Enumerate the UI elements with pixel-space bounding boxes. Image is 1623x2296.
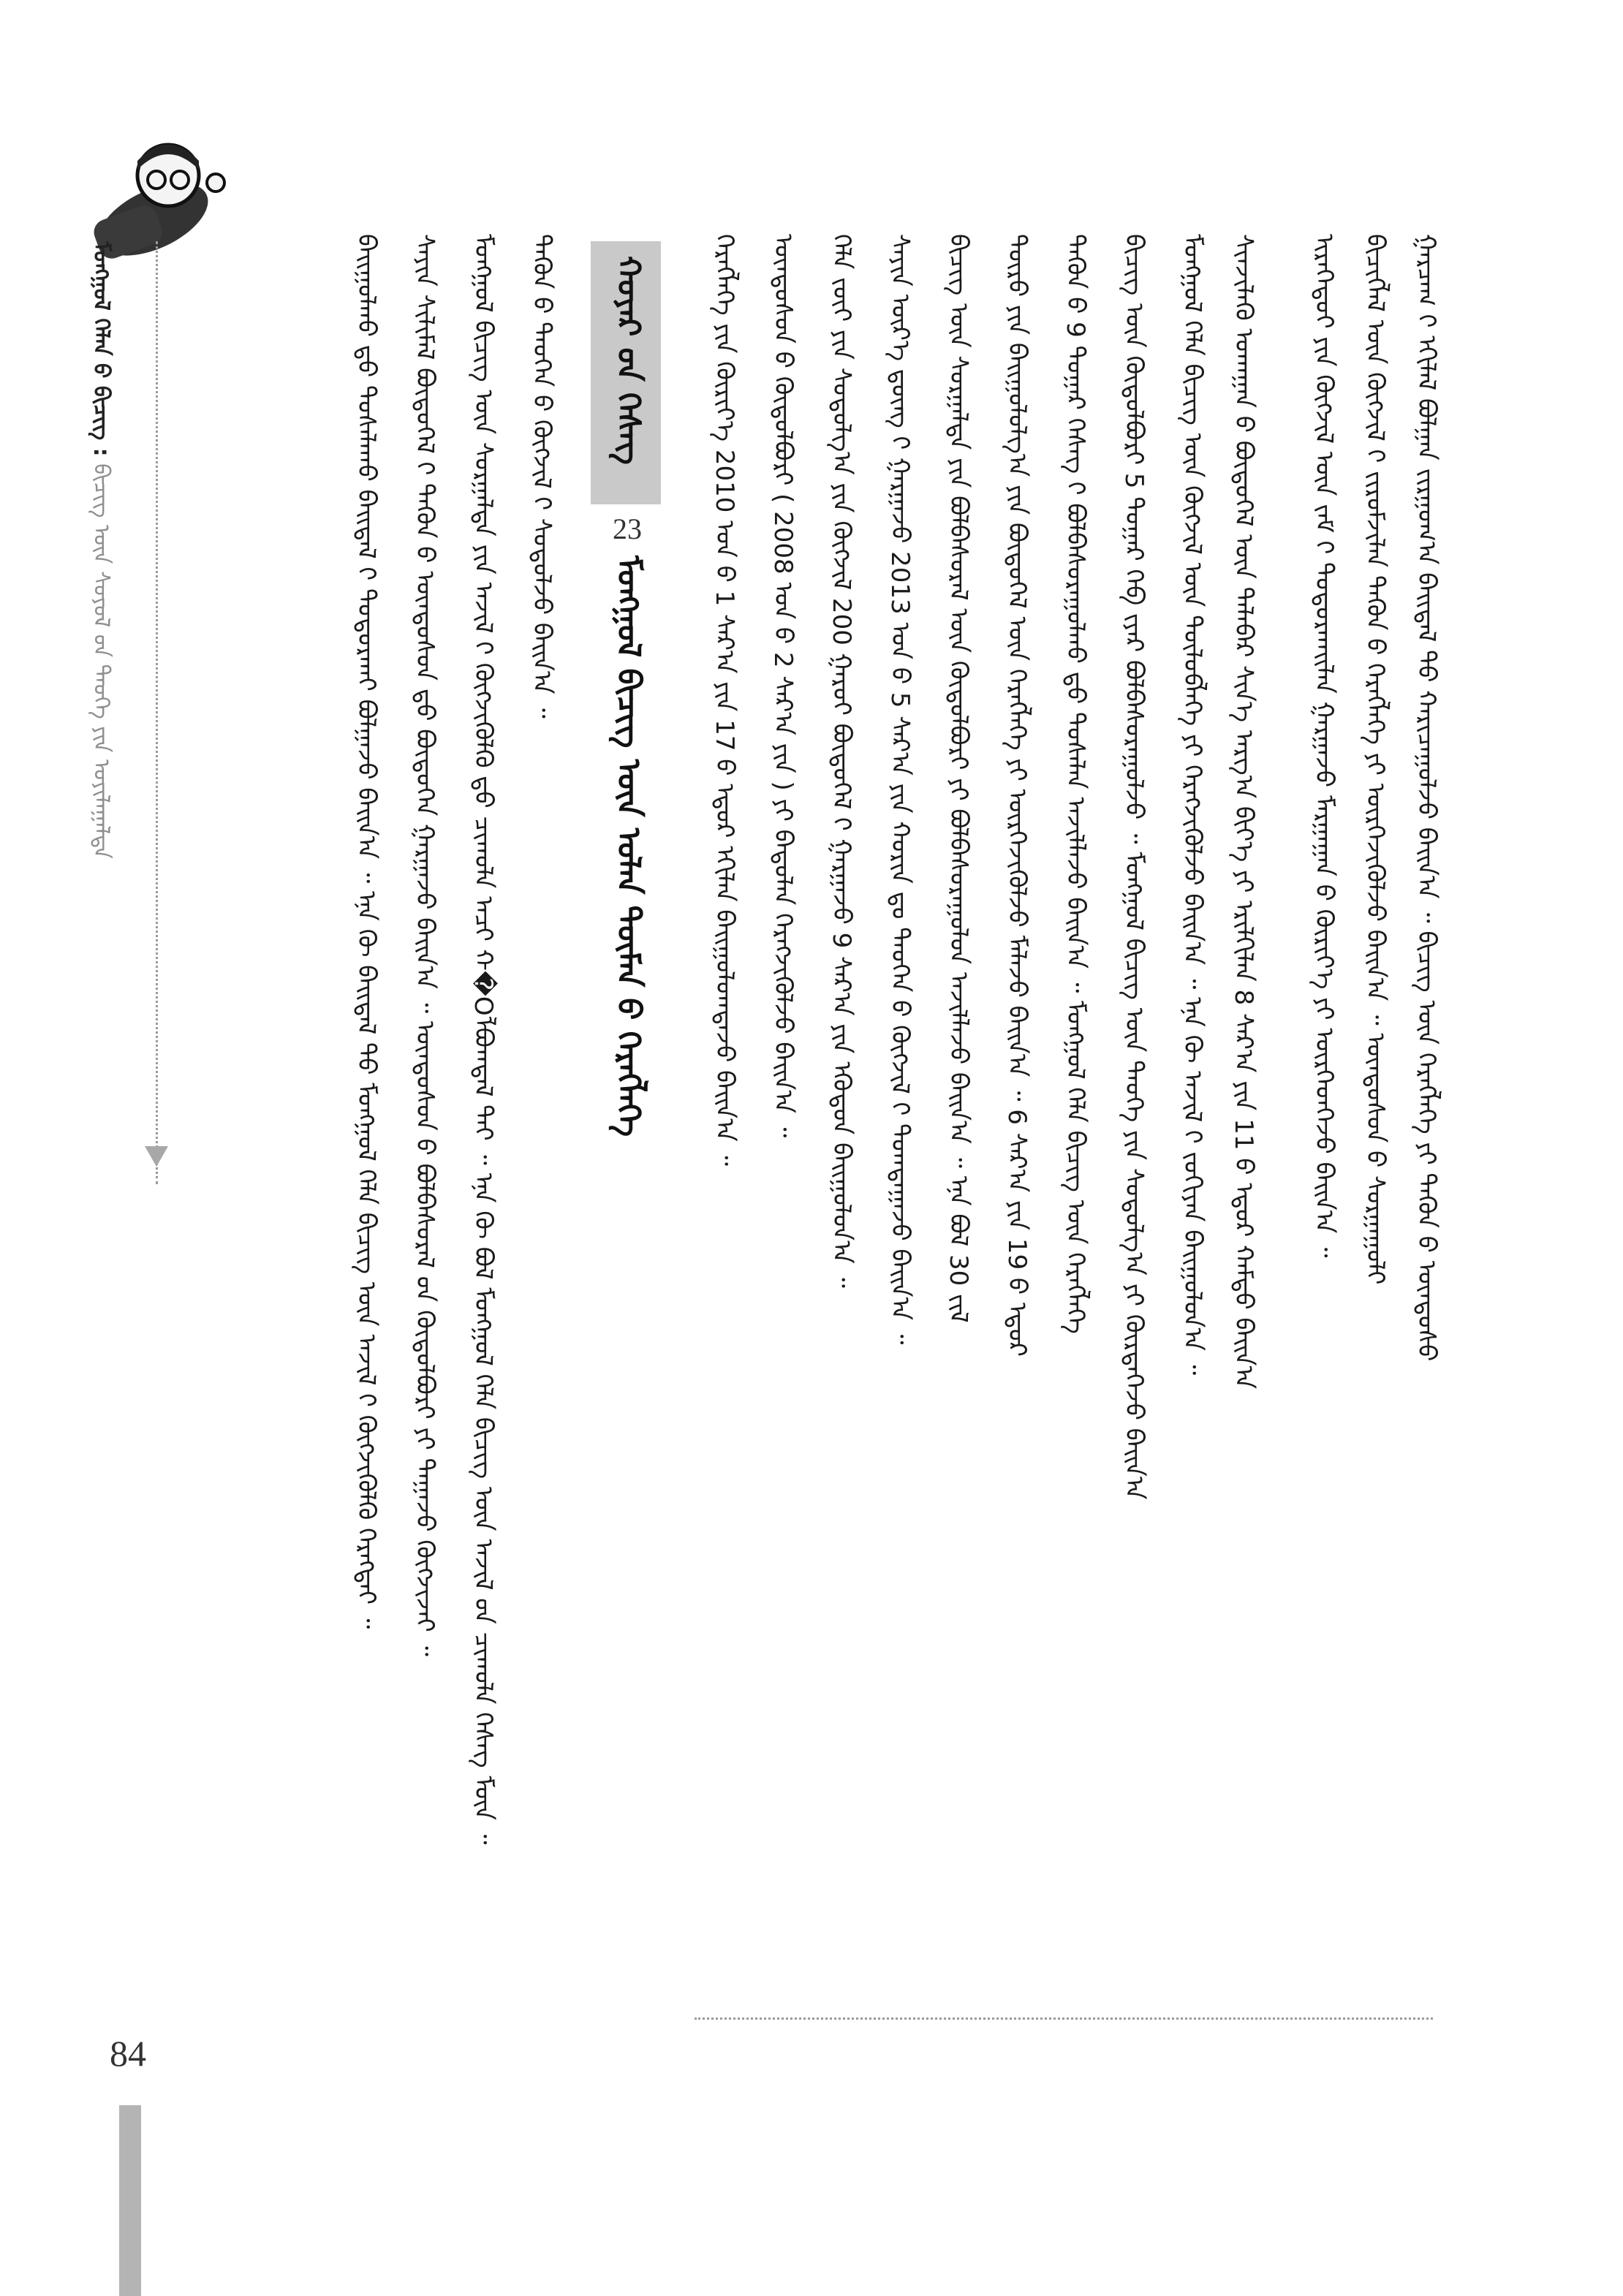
body-column: ᠮᠣᠩᠭᠣᠯ ᠬᠡᠯᠡ ᠪᠢᠴᠢᠭ ᠦᠨ ᠬᠥᠭᠵᠢᠯ ᠦᠨ ᠲᠥᠯᠥᠪᠯᠡᠭᠡ ᠶᠢ ᠬᠡᠷᠡᠭᠵᠢᠭᠦᠯᠵᠦ ᠪᠠᠢᠨ᠎ᠠ ᠃ ᠡᠨᠡ ᠬᠦ ᠠᠵᠢᠯ ᠢ᠋ ᠵᠣᠬᠢᠶᠠᠨ ᠪᠠᠢᠭᠤᠯᠤᠨ᠎ᠠ ᠃	[1178, 234, 1207, 1376]
page-tab	[119, 2105, 141, 2296]
heading-prefix: ᠬᠣᠶᠠᠷ ᠤ᠋ᠨ ᠬᠡᠰᠡᠭ	[610, 256, 647, 465]
heading-title: ᠮᠣᠩᠭᠣᠯ ᠪᠢᠴᠢᠭ ᠦᠨ ᠣᠯᠠᠨ ᠲᠦᠮᠡᠨ ᠦ᠌ ᠬᠡᠷᠡᠭᠯᠡᠭᠡ	[610, 556, 647, 1137]
intro-column: ᠲᠡᠭᠦᠨ ᠦ᠌ ᠲᠡᠦᠬᠡᠨ ᠦ᠌ ᠬᠥᠭᠵᠢᠯ ᠢ᠋ ᠰᠤᠳᠤᠯᠵᠤ ᠪᠠᠢᠨ᠎ᠠ ᠃	[527, 234, 556, 719]
header-rule	[156, 241, 158, 1184]
heading-number: 23	[613, 512, 642, 545]
mascot-hand	[207, 174, 224, 192]
section-heading	[591, 241, 671, 1411]
section-rule	[695, 2017, 1433, 2020]
body-column: ᠰᠢᠨᠵᠢᠯᠡᠬᠦ ᠤᠬᠠᠭᠠᠨ ᠤ᠋ ᠪᠦᠲᠦᠭᠡᠯ ᠦᠨ ᠲᠠᠯᠠᠪᠠᠷ ᠰᠢᠨ᠎ᠡ ᠠᠷᠭ᠎ᠠ ᠪᠢᠶ᠎ᠡ ᠶᠢ ᠡᠷᠢᠯᠬᠢᠯᠡᠨ 8 ᠰᠠᠷ᠎ᠠ ᠶᠢᠨ 11 ᠦ᠌ ᠡᠳᠦᠷ ᠬᠠᠮᠲᠤ ᠪᠠᠢᠨ᠎ᠠ	[1229, 234, 1258, 1390]
intro-column: ᠮᠣᠩᠭᠣᠯ ᠪᠢᠴᠢᠭ ᠦᠨ ᠰᠤᠷᠭᠠᠯᠲᠠ ᠶᠢᠨ ᠠᠵᠢᠯ ᠢ᠋ ᠬᠥᠭᠵᠢᠭᠦᠯᠬᠦ ᠳ᠋ᠤ᠌ ᠴᠢᠬᠤᠯᠠ ᠠᠴᠢ ᠬ�Оᠯᠪᠣᠭᠳᠠᠯ ᠲᠠᠢ ᠃ ᠡᠨᠡ ᠬᠦ ᠪᠣᠯ ᠮᠣᠩᠭᠣᠯ ᠬᠡᠯᠡ ᠪᠢᠴᠢᠭ ᠦᠨ ᠠᠵᠢᠯ ᠤ᠋ᠨ ᠴᠢᠬᠤᠯᠠ ᠬᠡᠰᠡᠭ ᠮᠥᠨ ᠃	[469, 234, 498, 1845]
body-column: ᠪᠢᠴᠢᠭ ᠦᠨ ᠬᠥᠲᠦᠯᠪᠦᠷᠢ 5 ᠳᠤᠭᠠᠷ ᠬᠡᠪ ᠢ᠋ᠶᠡᠷ ᠪᠣᠯᠪᠠᠰᠤᠷᠠᠭᠤᠯᠵᠤ ᠃ ᠮᠣᠩᠭᠣᠯ ᠪᠢᠴᠢᠭ ᠦᠨ ᠲᠡᠦᠬᠡ ᠶᠢᠨ ᠰᠤᠳᠤᠯᠭ᠎ᠠ ᠶᠢ ᠬᠦᠷᠲᠡᠭᠡᠵᠦ ᠪᠠᠢᠨ᠎ᠠ	[1119, 234, 1149, 1500]
heading-label-box	[591, 241, 661, 504]
body-column: ᠦᠨᠳᠦᠰᠦᠨ ᠦ᠌ ᠬᠥᠲᠦᠯᠪᠦᠷᠢ ( 2008 ᠣᠨ ᠤ᠋ 2 ᠰᠠᠷ᠎ᠠ ᠶᠢᠨ ) ᠶᠢ ᠪᠠᠲᠤᠯᠠᠨ ᠬᠡᠷᠡᠭᠵᠢᠭᠦᠯᠵᠦ ᠪᠠᠢᠨ᠎ᠠ ᠃	[768, 234, 798, 1138]
body-column: ᠲᠡᠭᠦᠨ ᠦ᠌ 9 ᠳᠤᠭᠠᠷ ᠬᠡᠰᠡᠭ ᠢ᠋ ᠪᠣᠯᠪᠠᠰᠤᠷᠠᠭᠤᠯᠬᠤ ᠳ᠋ᠤ᠌ ᠲᠤᠰᠠᠯᠠᠨ ᠠᠵᠢᠯᠯᠠᠵᠤ ᠪᠠᠢᠨ᠎ᠠ ᠃ ᠮᠣᠩᠭᠣᠯ ᠬᠡᠯᠡ ᠪᠢᠴᠢᠭ ᠦᠨ ᠬᠡᠷᠡᠭᠯᠡᠭᠡ	[1061, 234, 1090, 1334]
body-column: ᠬᠡᠯᠡ ᠵᠦᠢ ᠶᠢᠨ ᠰᠤᠳᠤᠯᠭ᠎ᠠ ᠶᠢᠨ ᠬᠥᠭᠵᠢᠯ 200 ᠭᠠᠷᠤᠢ ᠪᠦᠲᠦᠭᠡᠯ ᠢ᠋ ᠭᠠᠷᠭᠠᠵᠤ 9 ᠰᠠᠷ᠎ᠠ ᠶᠢᠨ ᠡᠭᠦᠳᠦᠨ ᠪᠠᠢᠭᠤᠯᠤᠨ᠎ᠠ ᠃	[827, 234, 856, 1288]
arrow-down-icon	[145, 1146, 168, 1167]
body-column: ᠢᠷᠡᠭᠡᠳᠦᠢ ᠶᠢᠨ ᠬᠥᠭᠵᠢᠯ ᠦᠨ ᠵᠠᠮ ᠢ᠋ ᠲᠣᠳᠣᠷᠬᠠᠢᠯᠠᠨ ᠭᠠᠷᠭᠠᠵᠤ ᠮᠠᠷᠭᠠᠭᠠᠨ ᠤ᠋ ᠬᠦᠷᠢᠶ᠎ᠡ ᠶᠢ ᠥᠷᠭᠡᠳᠭᠡᠵᠦ ᠪᠠᠢᠨ᠎ᠠ ᠃	[1309, 234, 1339, 1258]
body-column: ᠪᠢᠴᠢᠭ ᠦᠨ ᠰᠤᠷᠭᠠᠯᠲᠠ ᠶᠢᠨ ᠪᠣᠯᠪᠠᠰᠤᠷᠠᠯ ᠦᠨ ᠬᠥᠲᠦᠯᠪᠦᠷᠢ ᠶᠢ ᠪᠣᠯᠪᠠᠰᠤᠷᠠᠭᠤᠯᠤᠨ ᠠᠵᠢᠯᠯᠠᠵᠤ ᠪᠠᠢᠨ᠎ᠠ ᠃ ᠡᠨᠡ ᠪᠣᠯ 30 ᠵᠢᠯ	[944, 234, 973, 1323]
running-head-book: ᠮᠣᠩᠭᠣᠯ ᠬᠡᠯᠡᠨ ᠤ᠋ ᠪᠢᠴᠢᠭ :	[88, 241, 114, 457]
intro-column: ᠪᠠᠢᠭᠤᠯᠬᠤ ᠳ᠋ᠤ᠌ ᠲᠤᠰᠠᠯᠠᠬᠤ ᠪᠠᠢᠳᠠᠯ ᠢ᠋ ᠲᠣᠳᠣᠷᠬᠠᠢ ᠪᠣᠯᠭᠠᠵᠤ ᠪᠠᠢᠨ᠎ᠠ ᠃ ᠡᠨᠡ ᠬᠦ ᠪᠠᠢᠳᠠᠯ ᠲᠤ᠌ ᠮᠣᠩᠭᠣᠯ ᠬᠡᠯᠡ ᠪᠢᠴᠢᠭ ᠦᠨ ᠠᠵᠢᠯ ᠢ᠋ ᠬᠥᠭᠵᠢᠭᠦᠯᠬᠦ ᠬᠡᠷᠡᠭᠲᠡᠢ ᠃	[352, 234, 381, 1629]
page-number: 84	[110, 2033, 146, 2074]
body-column: ᠰᠠᠶᠢᠨ ᠦᠷ᠎ᠡ ᠳ᠋ᠦᠩ ᠢ᠋ ᠭᠠᠷᠭᠠᠵᠤ 2013 ᠣᠨ ᠤ᠋ 5 ᠰᠠᠷ᠎ᠠ ᠶᠢᠨ ᠬᠣᠷᠢᠨ ᠳᠤ ᠲᠡᠦᠬᠡᠨ ᠦ᠌ ᠬᠥᠭᠵᠢᠯ ᠢ᠋ ᠲᠣᠭᠲᠠᠭᠠᠵᠤ ᠪᠠᠢᠨ᠎ᠠ ᠃	[885, 234, 915, 1345]
body-column: ᠲᠥᠷᠥ ᠶᠢᠨ ᠪᠠᠢᠭᠤᠯᠤᠯᠭ᠎ᠠ ᠶᠢᠨ ᠪᠦᠲᠦᠭᠡᠯ ᠦᠨ ᠬᠡᠷᠡᠭᠯᠡᠭᠡ ᠶᠢ ᠥᠷᠭᠡᠵᠢᠭᠦᠯᠵᠦ ᠮᠠᠯᠠᠵᠤ ᠪᠠᠢᠨ᠎ᠠ ᠃ 6 ᠰᠠᠷ᠎ᠠ ᠶᠢᠨ 19 ᠦ᠌ ᠡᠳᠦᠷ	[1002, 234, 1032, 1357]
body-column: ᠪᠢᠴᠢᠭᠯᠡᠯ ᠦᠨ ᠬᠥᠭᠵᠢᠯ ᠢ᠋ ᠵᠢᠷᠤᠮᠵᠢᠯᠠᠨ ᠲᠡᠭᠦᠨ ᠦ᠌ ᠬᠡᠷᠡᠭᠯᠡᠭᠡ ᠶᠢ ᠦᠷᠭᠡᠵᠢᠭᠦᠯᠵᠦ ᠪᠠᠢᠨ᠎ᠠ ᠃ ᠦᠨᠳᠦᠰᠦᠨ ᠦ᠌ ᠰᠤᠷᠭᠠᠭᠤᠯᠢ	[1361, 234, 1390, 1285]
body-column: ᠭᠠᠷᠴᠠᠭ ᠢ᠋ ᠡᠬᠢᠯᠡᠯ ᠪᠣᠯᠭᠠᠨ ᠵᠢᠷᠭᠤᠭ᠎ᠠ ᠪᠠᠢᠳᠠᠯ ᠲᠤ᠌ ᠬᠠᠷᠢᠴᠠᠭᠤᠯᠵᠤ ᠪᠠᠢᠨ᠎ᠠ ᠃ ᠪᠢᠴᠢᠭ ᠦᠨ ᠬᠡᠷᠡᠭᠯᠡᠭᠡ ᠶᠢ ᠲᠡᠭᠦᠨ ᠦ᠌ ᠦᠨᠳᠦᠰᠦ	[1412, 234, 1441, 1362]
intro-column: ᠰᠠᠶᠢᠨ ᠰᠢᠯᠢᠮᠡᠯ ᠪᠦᠲᠦᠭᠡᠯ ᠢ᠋ ᠲᠡᠭᠦᠨ ᠦ᠌ ᠦᠨᠳᠦᠰᠦᠨ ᠳ᠋ᠤ᠌ ᠪᠦᠲᠦᠭᠡᠨ ᠭᠠᠷᠭᠠᠵᠤ ᠪᠠᠢᠨ᠎ᠠ ᠃ ᠦᠨᠳᠦᠰᠦᠨ ᠦ᠌ ᠪᠣᠯᠪᠠᠰᠤᠷᠠᠯ ᠤ᠋ᠨ ᠬᠥᠲᠦᠯᠪᠦᠷᠢ ᠶᠢ ᠳᠠᠭᠠᠵᠤ ᠬᠥᠭᠵᠢᠵᠡᠢ ᠃	[410, 234, 439, 1656]
running-head	[88, 241, 132, 1367]
running-head-title: ᠪᠢᠴᠢᠭ ᠦᠨ ᠰᠣᠶᠣᠯ ᠤ᠋ᠨ ᠲᠡᠦᠬᠡ ᠶᠢᠨ ᠣᠶᠢᠯᠠᠭᠠᠯᠲᠠ	[88, 463, 114, 859]
body-column: ᠬᠡᠷᠡᠭᠯᠡᠭᠡ ᠶᠢᠨ ᠬᠦᠷᠢᠶ᠎ᠡ 2010 ᠣᠨ ᠤ᠋ 1 ᠰᠠᠷ᠎ᠠ ᠶᠢᠨ 17 ᠦ᠌ ᠡᠳᠦᠷ ᠡᠬᠢᠯᠡᠨ ᠪᠠᠢᠭᠤᠯᠤᠭᠳᠠᠵᠤ ᠪᠠᠢᠨ᠎ᠠ ᠃	[710, 234, 739, 1166]
